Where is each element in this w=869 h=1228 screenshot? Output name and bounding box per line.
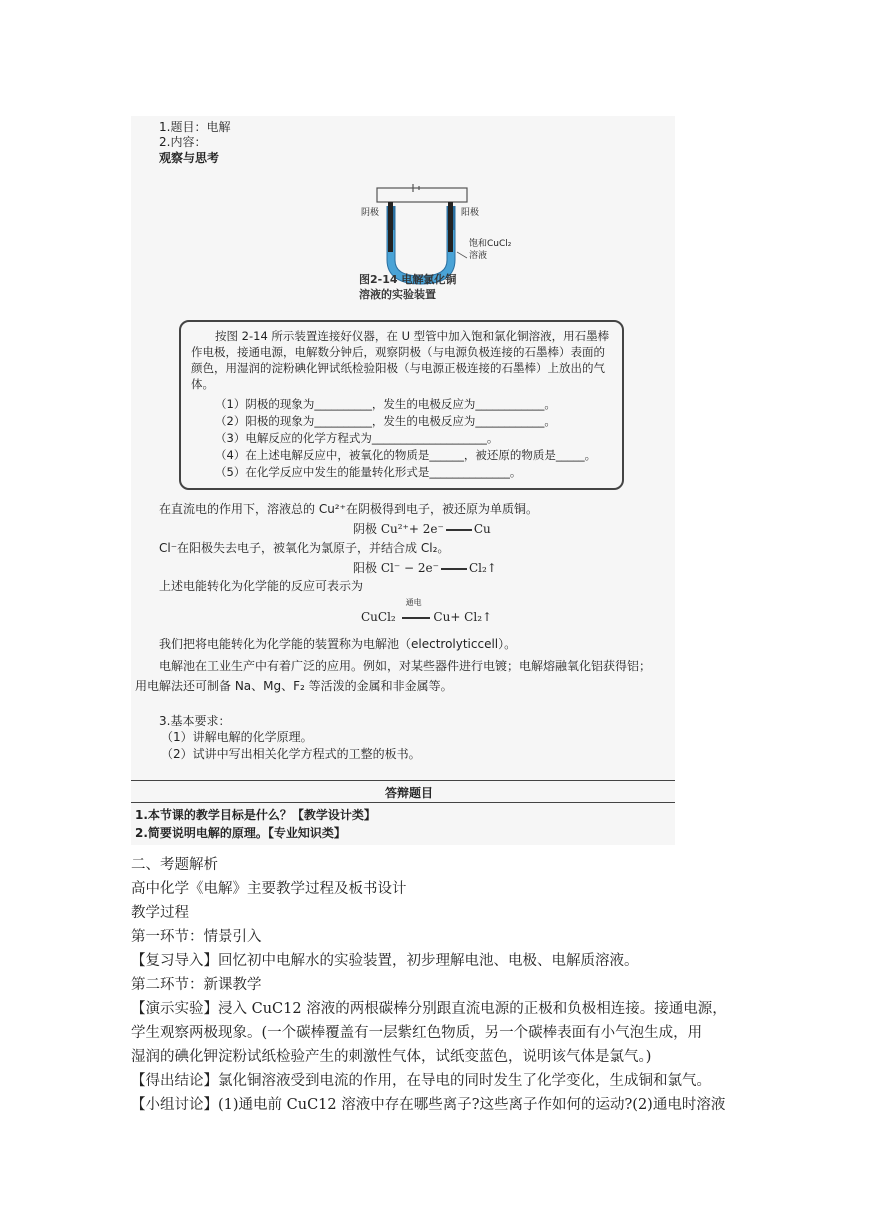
application-line-2: 用电解法还可制备 Na、Mg、F₂ 等活泼的金属和非金属等。 xyxy=(135,679,453,693)
conclusion-text: 【得出结论】氯化铜溶液受到电流的作用，在导电的同时发生了化学变化，生成铜和氯气。 xyxy=(131,1073,711,1089)
electrolysis-arrow xyxy=(400,597,430,625)
demo-experiment-line-1: 【演示实验】浸入 CuC12 溶液的两根碳棒分别跟直流电源的正极和负极相连接。接通电源， xyxy=(131,1001,727,1017)
requirement-1: （1）讲解电解的化学原理。 xyxy=(161,730,313,744)
equals-sign xyxy=(441,568,467,570)
solution-label: 饱和CuCl₂ xyxy=(469,239,512,249)
demo-experiment-line-2: 学生观察两极现象。(一个碳棒覆盖有一层紫红色物质，另一个碳棒表面有小气泡生成，用 xyxy=(131,1025,703,1041)
reaction-intro: 上述电能转化为化学能的反应可表示为 xyxy=(159,579,364,593)
scanned-exam-image xyxy=(131,116,675,845)
figure-caption xyxy=(359,272,456,302)
content-label: 2.内容： xyxy=(159,135,207,149)
cathode-explanation: 在直流电的作用下，溶液总的 Cu²⁺在阴极得到电子，被还原为单质铜。 xyxy=(159,502,538,516)
exercise-question-1: （1）阴极的现象为__________，发生的电极反应为____________。 xyxy=(215,397,556,411)
anode-label: 阳极 xyxy=(461,208,480,218)
cathode-equation-left: 阴极 Cu²⁺+ 2e⁻ xyxy=(353,522,444,536)
teaching-process-heading: 教学过程 xyxy=(131,905,189,921)
application-line-1: 电解池在工业生产中有着广泛的应用。例如，对某些器件进行电镀；电解熔融氧化铝获得铝； xyxy=(159,659,652,673)
divider xyxy=(131,802,675,803)
lesson-title: 高中化学《电解》主要教学过程及板书设计 xyxy=(131,881,407,897)
group-discussion-text: 【小组讨论】(1)通电前 CuC12 溶液中存在哪些离子?这些离子作如何的运动?(2)通电时溶液 xyxy=(131,1097,726,1113)
figure-caption-line-2: 溶液的实验装置 xyxy=(359,288,436,301)
electrolysis-condition: 通电 xyxy=(405,597,422,607)
anode-equation xyxy=(353,559,497,576)
divider xyxy=(131,780,675,781)
cathode-equation-right: Cu xyxy=(473,522,491,536)
defense-title: 答辩题目 xyxy=(385,786,434,800)
overall-equation-left: CuCl₂ xyxy=(361,610,396,624)
question-title: 1.题目：电解 xyxy=(159,120,231,134)
figure-caption-line-1: 图2-14 电解氯化铜 xyxy=(359,273,457,286)
exercise-paragraph: 按图 2-14 所示装置连接好仪器，在 U 型管中加入饱和氯化铜溶液，用石墨棒作电极，接通电源，电解数分钟后，观察阴极（与电源负极连接的石墨棒）表面的颜色，用湿润的淀粉碘化钾试纸检验阳极（与电源正极连接的石墨棒）上放出的气体。 xyxy=(191,329,610,391)
exercise-question-2: （2）阳极的现象为__________，发生的电极反应为____________。 xyxy=(215,414,556,428)
exercise-question-4: （4）在上述电解反应中，被氧化的物质是______，被还原的物质是_____。 xyxy=(215,448,597,462)
cathode-label: 阴极 xyxy=(361,208,380,218)
section-heading-analysis: 二、考题解析 xyxy=(131,857,218,873)
demo-experiment-line-3: 湿润的碘化钾淀粉试纸检验产生的刺激性气体，试纸变蓝色，说明该气体是氯气。) xyxy=(131,1049,652,1065)
electrolytic-cell-definition: 我们把将电能转化为化学能的装置称为电解池（electrolyticcell）。 xyxy=(159,637,517,651)
exercise-question-3: （3）电解反应的化学方程式为____________________。 xyxy=(215,431,499,445)
defense-question-2: 2.简要说明电解的原理。【专业知识类】 xyxy=(135,826,346,840)
requirements-title: 3.基本要求： xyxy=(159,714,231,728)
cathode-equation xyxy=(353,520,491,537)
exercise-box xyxy=(179,320,624,490)
anode-equation-right: Cl₂↑ xyxy=(468,561,497,575)
review-intro-text: 【复习导入】回忆初中电解水的实验装置，初步理解电池、电极、电解质溶液。 xyxy=(131,953,639,969)
solution-label-2: 溶液 xyxy=(469,251,488,261)
section-heading: 观察与思考 xyxy=(159,151,220,165)
equals-sign xyxy=(446,529,472,531)
stage-2-heading: 第二环节：新课教学 xyxy=(131,977,262,993)
overall-equation-right: Cu+ Cl₂↑ xyxy=(433,610,493,624)
overall-equation xyxy=(361,597,493,625)
requirement-2: （2）试讲中写出相关化学方程式的工整的板书。 xyxy=(161,747,421,761)
defense-question-1: 1.本节课的教学目标是什么？【教学设计类】 xyxy=(135,808,376,822)
anode-equation-left: 阳极 Cl⁻ − 2e⁻ xyxy=(353,561,439,575)
exercise-question-5: （5）在化学反应中发生的能量转化形式是______________。 xyxy=(215,465,522,479)
stage-1-heading: 第一环节：情景引入 xyxy=(131,929,262,945)
equals-sign xyxy=(402,617,430,619)
anode-explanation: Cl⁻在阳极失去电子，被氧化为氯原子，并结合成 Cl₂。 xyxy=(159,541,450,555)
